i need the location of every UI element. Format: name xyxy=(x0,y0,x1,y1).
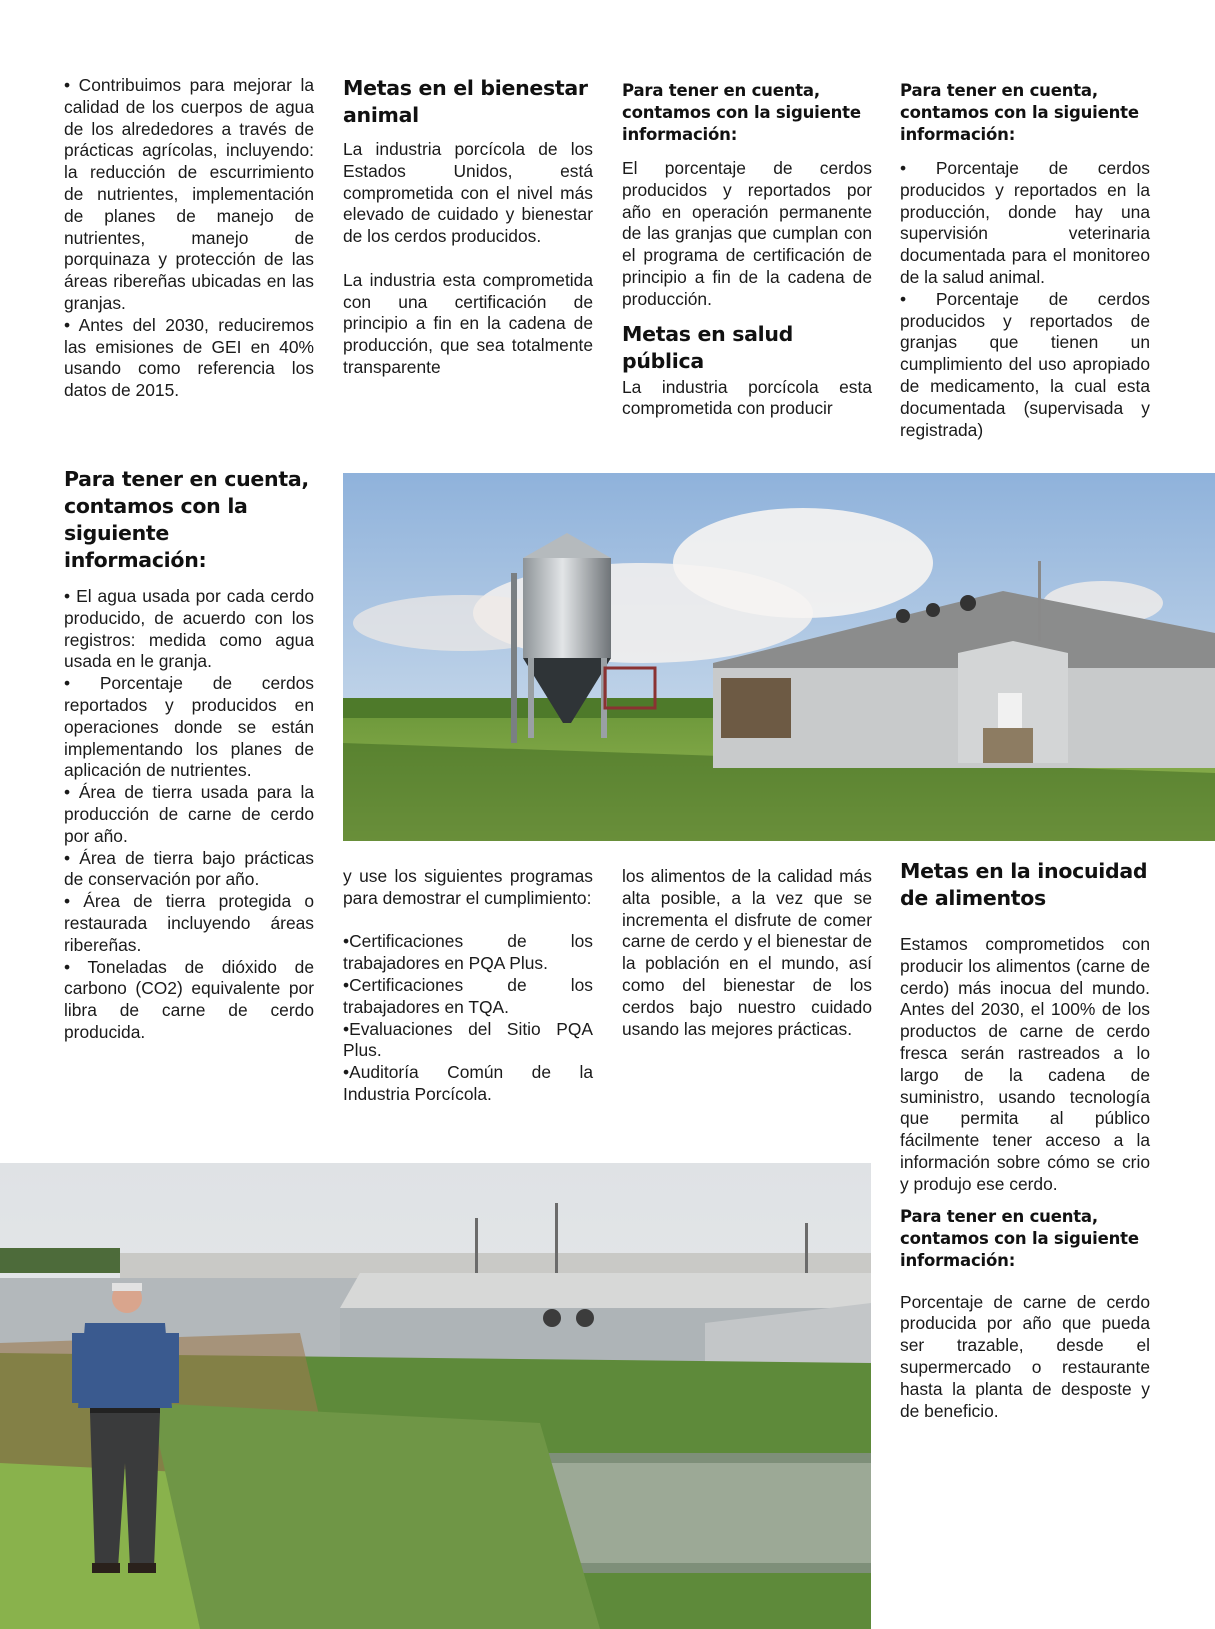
animal-welfare-continued-text: y use los siguientes programas para demostrar el cumplimiento: •Certificaciones de los trabajadores en PQA Plus. •Certificaciones de los trabajadores en TQA. •Evaluaciones del Sitio PQA Plus. •Auditoría Común de la Industria Porcícola. xyxy=(343,866,593,1104)
food-safety-text: Estamos comprometidos con producir los alimentos (carne de cerdo) más inocua del mundo. Antes del 2030, el 100% de los productos de carne de cerdo fresca serán rastreados a lo largo de la cadena de suministro, usando tecnología que permita al público fácilmente tener acceso a la información sobre cómo se crio y produjo ese cerdo. xyxy=(900,934,1150,1194)
certification-info-heading: Para tener en cuenta, contamos con la siguiente información: xyxy=(622,81,861,144)
public-health-continued-text: los alimentos de la calidad más alta posible, a la vez que se incrementa el disfrute de comer carne de cerdo y el bienestar de la población en el mundo, así como del bienestar de los cerdos bajo nuestro cuidado usando las mejores prácticas. xyxy=(622,866,872,1039)
water-goals-text: • Contribuimos para mejorar la calidad de los cuerpos de agua de los alrededores a través de prácticas agrícolas, incluyendo: la reducción de escurrimiento de nutrientes, implementación de planes de manejo de nutrientes, manejo de porquinaza y protección de las áreas ribereñas ubicadas en las granjas. • Antes del 2030, reduciremos las emisiones de GEI en 40% usando como referencia los datos de 2015. xyxy=(64,75,314,401)
health-info-text: • Porcentaje de cerdos producidos y reportados en la producción, donde hay una supervisión veterinaria documentada para el monitoreo de la salud animal. • Porcentaje de cerdos producidos y reportados de granjas que tienen un cumplimiento del uso apropiado de medicamento, la cual esta documentada (supervisada y registrada) xyxy=(900,158,1150,440)
animal-welfare-text: La industria porcícola de los Estados Unidos, está comprometida con el nivel más elevado de cuidado y bienestar de los cerdos producidos. La industria esta comprometida con una certificación de principio a fin en la cadena de producción, que sea totalmente transparente xyxy=(343,139,593,377)
environment-info-text: • El agua usada por cada cerdo producido, de acuerdo con los registros: medida como agua usada en le granja. • Porcentaje de cerdos reportados y producidos en operaciones donde se están implementando los planes de aplicación de nutrientes. • Área de tierra usada para la producción de carne de cerdo por año. • Área de tierra bajo prácticas de conservación por año. • Área de tierra protegida o restaurada incluyendo áreas ribereñas. • Toneladas de dióxido de carbono (CO2) equivalente por libra de carne de cerdo producida. xyxy=(64,586,314,1042)
farmer-pond-photo xyxy=(0,1163,871,1629)
certification-info-block xyxy=(622,80,872,420)
public-health-text: La industria porcícola esta comprometida con producir xyxy=(622,376,872,419)
health-info-block xyxy=(900,80,1150,441)
food-safety-info-text: Porcentaje de carne de cerdo producida por año que pueda ser trazable, desde el supermercado o restaurante hasta la planta de desposte y de beneficio. xyxy=(900,1291,1150,1421)
animal-welfare-block xyxy=(343,75,593,379)
public-health-continued-block xyxy=(622,866,872,1040)
food-safety-info-heading: Para tener en cuenta, contamos con la siguiente información: xyxy=(900,1206,1139,1270)
food-safety-block xyxy=(900,858,1150,1422)
animal-welfare-continued-block xyxy=(343,866,593,1106)
silo-farm-photo xyxy=(343,473,1215,841)
certification-info-text: El porcentaje de cerdos producidos y reportados por año en operación permanente de las granjas que cumplan con el programa de certificación de principio a fin de la cadena de producción. xyxy=(622,158,872,309)
environment-info-heading: Para tener en cuenta, contamos con la siguiente información: xyxy=(64,467,309,572)
animal-welfare-heading: Metas en el bienestar animal xyxy=(343,76,588,127)
water-goals-block xyxy=(64,75,314,402)
public-health-heading: Metas en salud pública xyxy=(622,321,794,373)
food-safety-heading: Metas en la inocuidad de alimentos xyxy=(900,859,1148,910)
health-info-heading: Para tener en cuenta, contamos con la siguiente información: xyxy=(900,81,1139,144)
environment-info-block xyxy=(64,466,314,1044)
